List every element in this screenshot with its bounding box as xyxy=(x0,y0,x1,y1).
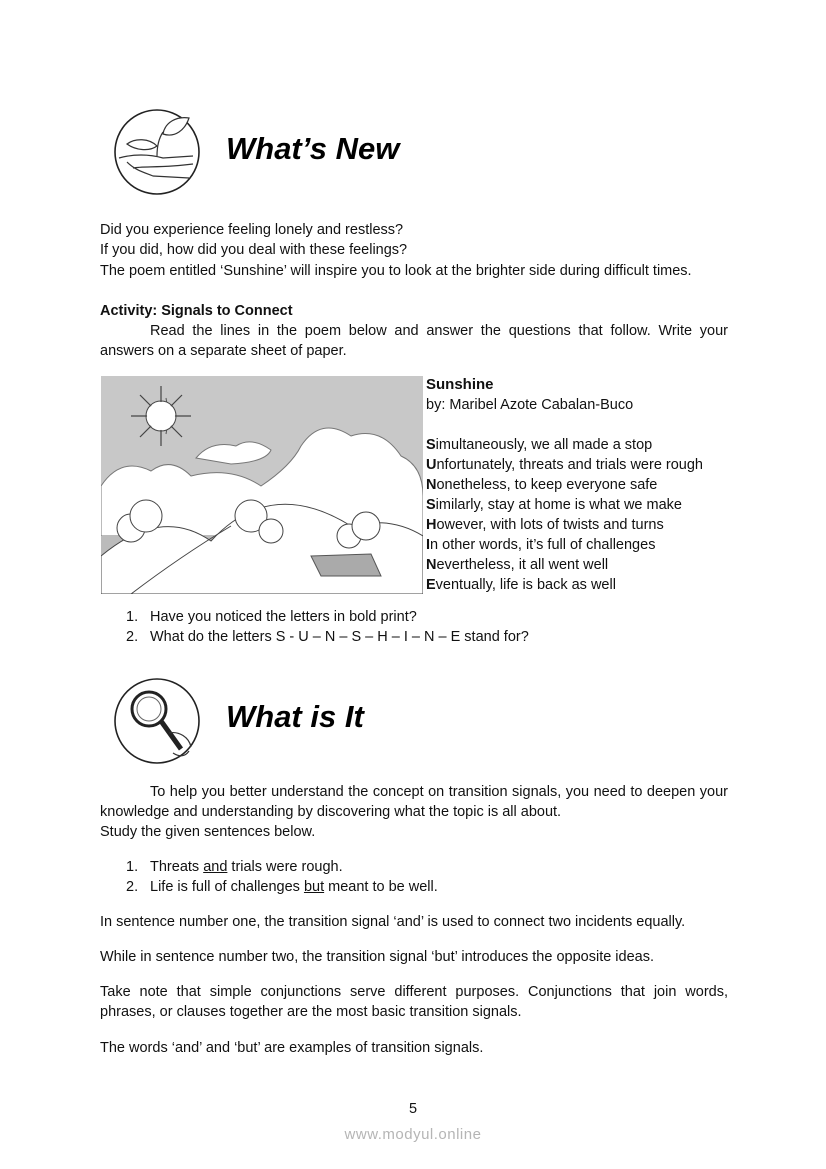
paragraph: While in sentence number two, the transition signal ‘but’ introduces the opposite ideas. xyxy=(100,949,655,965)
section-heading-whats-new: What’s New xyxy=(226,131,400,166)
bold-initial: E xyxy=(426,577,436,593)
activity-title: Activity: Signals to Connect xyxy=(100,303,293,319)
poem-line xyxy=(426,455,703,475)
paragraph: Take note that simple conjunctions serve different purposes. Conjunctions that join words, phrases, or clauses together are the most basic transition signals. xyxy=(100,984,728,1020)
poem xyxy=(426,375,703,595)
poem-line xyxy=(426,475,703,495)
landscape-illustration xyxy=(101,376,423,594)
item-number: 2. xyxy=(126,629,139,645)
poem-line-text: imilarly, stay at home is what we make xyxy=(435,497,682,513)
bold-initial: N xyxy=(426,557,437,573)
paragraph: In sentence number one, the transition signal ‘and’ is used to connect two incidents equally. xyxy=(100,914,686,930)
intro-line: Did you experience feeling lonely and restless? xyxy=(100,222,404,238)
poem-line-text: ventually, life is back as well xyxy=(435,577,616,593)
poem-line xyxy=(426,555,703,575)
poem-line-text: owever, with lots of twists and turns xyxy=(436,517,664,533)
question-item xyxy=(126,627,529,647)
poem-line xyxy=(426,515,703,535)
poem-author: by: Maribel Azote Cabalan-Buco xyxy=(426,397,634,413)
activity-instructions: Read the lines in the poem below and answer the questions that follow. Write your answers on a separate sheet of paper. xyxy=(100,323,728,359)
poem-line-text: nfortunately, threats and trials were rough xyxy=(436,457,703,473)
item-number: 1. xyxy=(126,609,139,625)
intro-line: If you did, how did you deal with these feelings? xyxy=(100,242,408,258)
poem-line xyxy=(426,535,703,555)
bold-initial: U xyxy=(426,457,437,473)
bold-initial: N xyxy=(426,477,437,493)
section2-intro: To help you better understand the concept on transition signals, you need to deepen your knowledge and understanding by discovering what the topic is all about. xyxy=(100,784,728,820)
watermark: www.modyul.online xyxy=(344,1126,482,1143)
bold-initial: S xyxy=(426,497,436,513)
magnifying-glass-icon xyxy=(113,677,201,765)
sentence-text: meant to be well. xyxy=(324,879,438,895)
underlined-word: and xyxy=(203,859,228,875)
poem-line-text: onetheless, to keep everyone safe xyxy=(436,477,658,493)
sentence-text: Threats xyxy=(150,859,204,875)
item-number: 1. xyxy=(126,859,139,875)
poem-line xyxy=(426,575,703,595)
poem-title: Sunshine xyxy=(426,376,494,393)
bold-initial: S xyxy=(426,437,436,453)
poem-line-text: imultaneously, we all made a stop xyxy=(435,437,653,453)
sentence-text: trials were rough. xyxy=(227,859,343,875)
intro-line: The poem entitled ‘Sunshine’ will inspire you to look at the brighter side during difficult times. xyxy=(100,263,692,279)
underlined-word: but xyxy=(303,879,325,895)
section-heading-what-is-it: What is It xyxy=(226,699,364,734)
study-line: Study the given sentences below. xyxy=(100,824,316,840)
sentence-item xyxy=(126,877,438,897)
bold-initial: I xyxy=(426,537,431,553)
bold-initial: H xyxy=(426,517,437,533)
sentence-item xyxy=(126,857,343,877)
sentence-text: Life is full of challenges xyxy=(150,879,304,895)
page-number: 5 xyxy=(408,1101,418,1117)
hand-plant-icon xyxy=(113,108,201,196)
question-text: Have you noticed the letters in bold print? xyxy=(150,609,417,625)
paragraph: The words ‘and’ and ‘but’ are examples of transition signals. xyxy=(100,1040,484,1056)
poem-lines xyxy=(426,435,703,595)
poem-line xyxy=(426,435,703,455)
poem-line-text: n other words, it’s full of challenges xyxy=(430,537,656,553)
question-text: What do the letters S - U – N – S – H – I – N – E stand for? xyxy=(150,629,529,645)
poem-line xyxy=(426,495,703,515)
item-number: 2. xyxy=(126,879,139,895)
question-item xyxy=(126,607,417,627)
poem-line-text: evertheless, it all went well xyxy=(436,557,609,573)
